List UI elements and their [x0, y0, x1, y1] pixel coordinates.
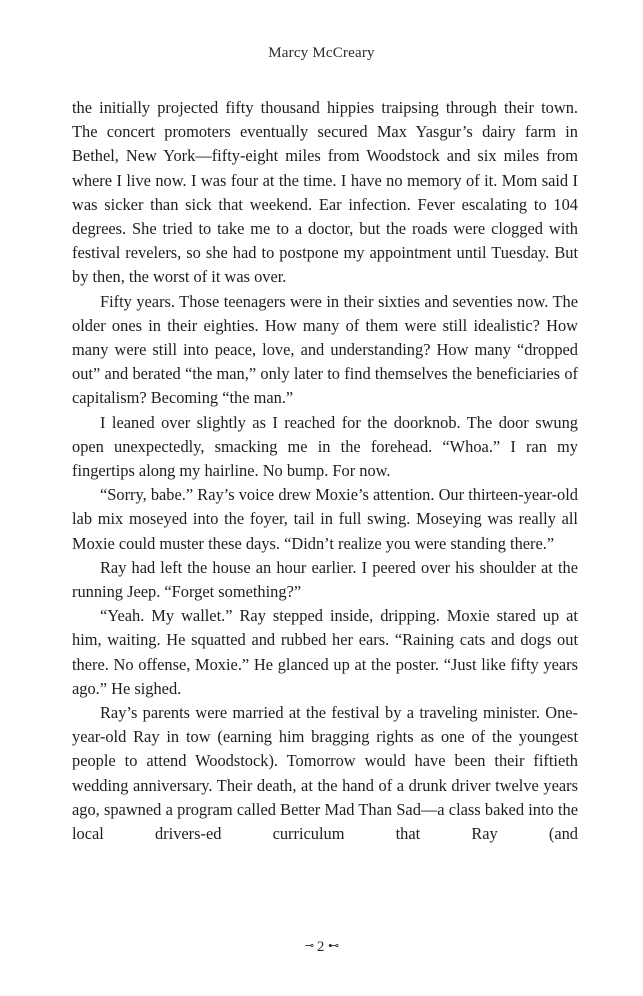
paragraph: “Sorry, babe.” Ray’s voice drew Moxie’s attention. Our thirteen-year-old lab mix moseyed into the foyer, tail in full swing. Moseying was really all Moxie could muster these days. “Didn’t realize you were standing there.”	[72, 485, 578, 553]
paragraph: Ray had left the house an hour earlier. I peered over his shoulder at the running Jeep. “Forget something?”	[72, 557, 578, 602]
paragraph: Fifty years. Those teenagers were in their sixties and seventies now. The older ones in their eighties. How many of them were still idealistic? How many were still into peace, love, and understanding? How many “dropped out” and berated “the man,” only later to find themselves the beneficiaries of capitalism? Becoming “the man.”	[72, 291, 578, 408]
paragraph: Ray’s parents were married at the festival by a traveling minister. One-year-old Ray in tow (earning him bragging rights as one of the youngest people to attend Woodstock). Tomorrow would have been their fiftieth wedding anniversary. Their death, at the hand of a drunk driver twelve years ago, spawned a program called Better Mad Than Sad—a class baked into the local drivers-ed curriculum that Ray (and	[72, 703, 578, 844]
folio-ornament-left-icon: ⊸	[304, 940, 314, 952]
page-number-footer	[0, 939, 643, 956]
folio-ornament-right-icon: ⊷	[328, 940, 339, 952]
paragraph: the initially projected fifty thousand hippies traipsing through their town. The concert promoters eventually secured Max Yasgur’s dairy farm in Bethel, New York—fifty-eight miles from Woodstock and six miles from where I live now. I was four at the time. I have no memory of it. Mom said I was sicker than sick that weekend. Ear infection. Fever escalating to 104 degrees. She tried to take me to a doctor, but the roads were clogged with festival revelers, so she had to postpone my appointment until Tuesday. But by then, the worst of it was over.	[72, 98, 578, 287]
body-text	[72, 96, 578, 846]
paragraph: I leaned over slightly as I reached for the doorknob. The door swung open unexpectedly, smacking me in the forehead. “Whoa.” I ran my fingertips along my hairline. No bump. For now.	[72, 412, 578, 481]
running-head-author: Marcy McCreary	[268, 45, 375, 61]
paragraph: “Yeah. My wallet.” Ray stepped inside, dripping. Moxie stared up at him, waiting. He squatted and rubbed her ears. “Raining cats and dogs out there. No offense, Moxie.” He glanced up at the poster. “Just like fifty years ago.” He sighed.	[72, 606, 578, 698]
page-number: 2	[316, 939, 325, 955]
